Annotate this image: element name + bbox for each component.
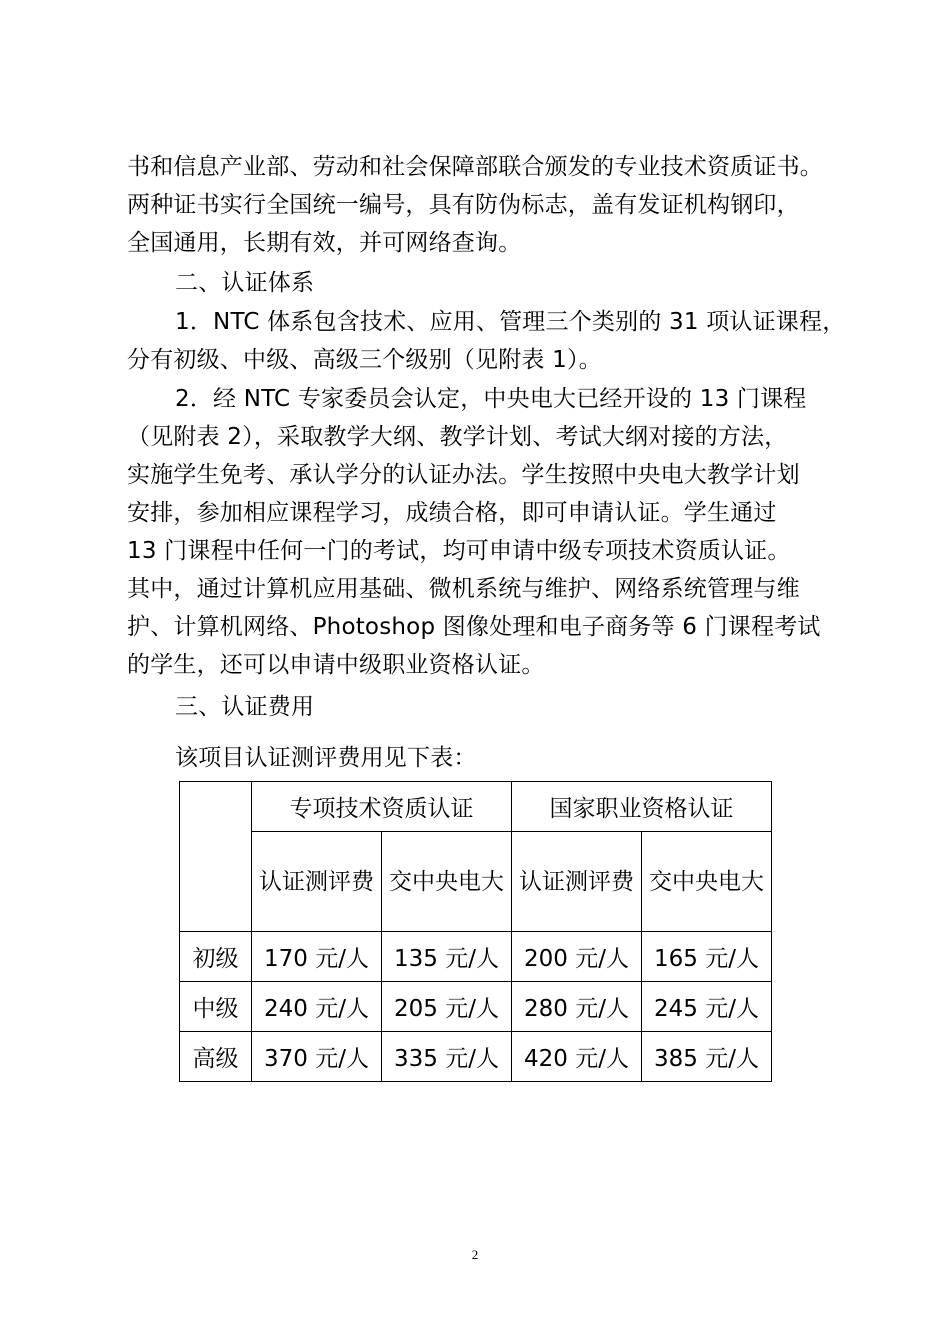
paragraph-line: 全国通用，长期有效，并可网络查询。 — [127, 230, 522, 256]
sub-header-cell: 交中央电大 — [382, 832, 512, 932]
fee-cell: 385 元/人 — [642, 1032, 772, 1082]
sub-header-cell: 交中央电大 — [642, 832, 772, 932]
fee-cell: 165 元/人 — [642, 932, 772, 982]
paragraph-line: 其中，通过计算机应用基础、微机系统与维护、网络系统管理与维 — [127, 576, 800, 602]
paragraph-line: （见附表 2），采取教学大纲、教学计划、考试大纲对接的方法， — [127, 424, 788, 450]
paragraph-line: 13 门课程中任何一门的考试，均可申请中级专项技术资质认证。 — [127, 538, 791, 564]
fee-table — [179, 781, 772, 1082]
paragraph-line: 分有初级、中级、高级三个级别（见附表 1）。 — [127, 347, 602, 373]
fee-cell: 420 元/人 — [512, 1032, 642, 1082]
paragraph-line: 安排，参加相应课程学习，成绩合格，即可申请认证。学生通过 — [127, 500, 777, 526]
table-subheader-row — [180, 832, 772, 932]
paragraph-line: 2．经 NTC 专家委员会认定，中央电大已经开设的 13 门课程 — [175, 386, 807, 412]
paragraph-line: 护、计算机网络、Photoshop 图像处理和电子商务等 6 门课程考试 — [127, 614, 821, 640]
fee-cell: 135 元/人 — [382, 932, 512, 982]
paragraph-line: 两种证书实行全国统一编号，具有防伪标志，盖有发证机构钢印， — [127, 192, 800, 218]
table-row — [180, 1032, 772, 1082]
level-cell: 高级 — [180, 1032, 252, 1082]
page-number: 2 — [471, 1247, 479, 1262]
sub-header-cell: 认证测评费 — [252, 832, 382, 932]
table-row — [180, 982, 772, 1032]
table-caption: 该项目认证测评费用见下表： — [175, 745, 477, 771]
level-cell: 中级 — [180, 982, 252, 1032]
sub-header-cell: 认证测评费 — [512, 832, 642, 932]
paragraph-line: 1．NTC 体系包含技术、应用、管理三个类别的 31 项认证课程， — [175, 309, 846, 335]
table-row — [180, 932, 772, 982]
paragraph-line: 实施学生免考、承认学分的认证办法。学生按照中央电大教学计划 — [127, 462, 800, 488]
section-heading: 二、认证体系 — [175, 270, 315, 296]
fee-cell: 200 元/人 — [512, 932, 642, 982]
fee-cell: 245 元/人 — [642, 982, 772, 1032]
group-header-vocational: 国家职业资格认证 — [512, 782, 772, 832]
fee-cell: 335 元/人 — [382, 1032, 512, 1082]
section-heading: 三、认证费用 — [175, 694, 315, 720]
fee-cell: 170 元/人 — [252, 932, 382, 982]
table-header-row — [180, 782, 772, 832]
fee-cell: 205 元/人 — [382, 982, 512, 1032]
paragraph-line: 的学生，还可以申请中级职业资格认证。 — [127, 652, 545, 678]
fee-cell: 240 元/人 — [252, 982, 382, 1032]
paragraph-line: 书和信息产业部、劳动和社会保障部联合颁发的专业技术资质证书。 — [127, 154, 823, 180]
group-header-specialty: 专项技术资质认证 — [252, 782, 512, 832]
level-cell: 初级 — [180, 932, 252, 982]
table-corner-cell — [180, 782, 252, 932]
fee-cell: 370 元/人 — [252, 1032, 382, 1082]
fee-cell: 280 元/人 — [512, 982, 642, 1032]
